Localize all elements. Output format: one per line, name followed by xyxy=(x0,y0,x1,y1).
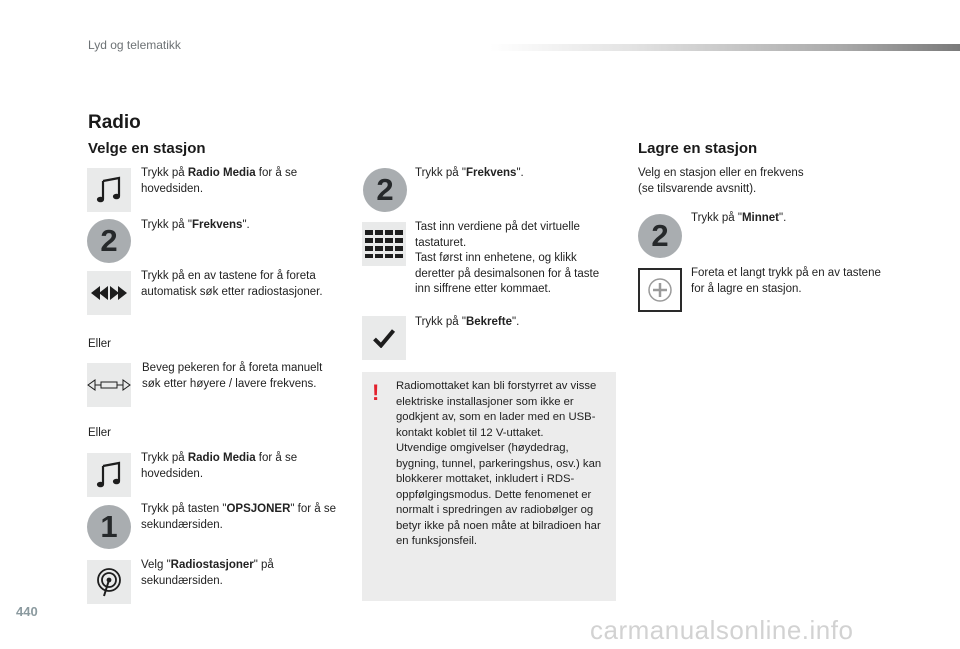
or-label-2: Eller xyxy=(88,427,112,439)
page-title: Radio xyxy=(88,112,141,133)
or-label-1: Eller xyxy=(88,338,112,350)
check-mark-icon xyxy=(362,316,406,360)
preset-add-icon xyxy=(638,268,682,312)
music-note-icon xyxy=(87,168,131,212)
music-note-icon xyxy=(87,453,131,497)
radio-antenna-icon xyxy=(87,560,131,604)
step-manual-search: Beveg pekeren for å foreta manuelt søk etter høyere / lavere frekvens. xyxy=(142,362,323,390)
header-gradient-bar xyxy=(490,44,960,51)
header-section-label: Lyd og telematikk xyxy=(88,38,181,52)
step-radio-media-2: Trykk på Radio Media for å se hovedsiden. xyxy=(141,452,298,480)
step-frequency-2: Trykk på "Frekvens". xyxy=(415,167,524,179)
slider-cursor-icon xyxy=(87,363,131,407)
seek-arrows-icon xyxy=(87,271,131,315)
step-confirm: Trykk på "Bekrefte". xyxy=(415,316,520,328)
step-auto-search: Trykk på en av tastene for å foreta automatisk søk etter radiostasjoner. xyxy=(141,270,323,298)
step-radio-media-1: Trykk på Radio Media for å se hovedsiden. xyxy=(141,167,298,195)
step-long-press: Foreta et langt trykk på en av tastene for å lagre en stasjon. xyxy=(691,267,881,295)
step-options: Trykk på tasten "OPSJONER" for å se sekundærsiden. xyxy=(141,503,337,531)
step-virtual-keyboard: Tast inn verdiene på det virtuelle tastaturet. Tast først inn enhetene, og klikk deretter på desimalsonen for å taste inn siffrene etter kommaet. xyxy=(415,221,600,295)
step-radio-stations: Velg "Radiostasjoner" på sekundærsiden. xyxy=(141,559,274,587)
section-title-select-station: Velge en stasjon xyxy=(88,140,206,157)
step-number-badge: 2 xyxy=(363,168,407,212)
step-memory: Trykk på "Minnet". xyxy=(691,212,787,224)
page-number: 440 xyxy=(16,604,38,619)
step-number-badge: 2 xyxy=(87,219,131,263)
warning-exclamation-icon: ! xyxy=(372,380,380,405)
step-number-badge: 2 xyxy=(638,214,682,258)
step-frequency-1: Trykk på "Frekvens". xyxy=(141,219,250,231)
watermark: carmanualsonline.info xyxy=(590,615,854,645)
keypad-icon xyxy=(362,222,406,266)
save-intro: Velg en stasjon eller en frekvens (se tilsvarende avsnitt). xyxy=(638,167,804,195)
step-number-badge: 1 xyxy=(87,505,131,549)
warning-text: Radiomottaket kan bli forstyrret av visse elektriske installasjoner som ikke er godkjent av, som en lader med en USB-kontakt koblet til 12 V-uttaket. Utvendige omgivelser (høydedrag, bygning, tunnel, parkeringshus, osv.) kan blokkerer mottaket, inkludert i RDS-oppfølgingsmodus. Dette fenomenet er normalt i spredringen av radiobølger og betyr ikke på noen måte at bilradioen har en funksjonsfeil. xyxy=(396,380,602,547)
section-title-save-station: Lagre en stasjon xyxy=(638,140,758,157)
